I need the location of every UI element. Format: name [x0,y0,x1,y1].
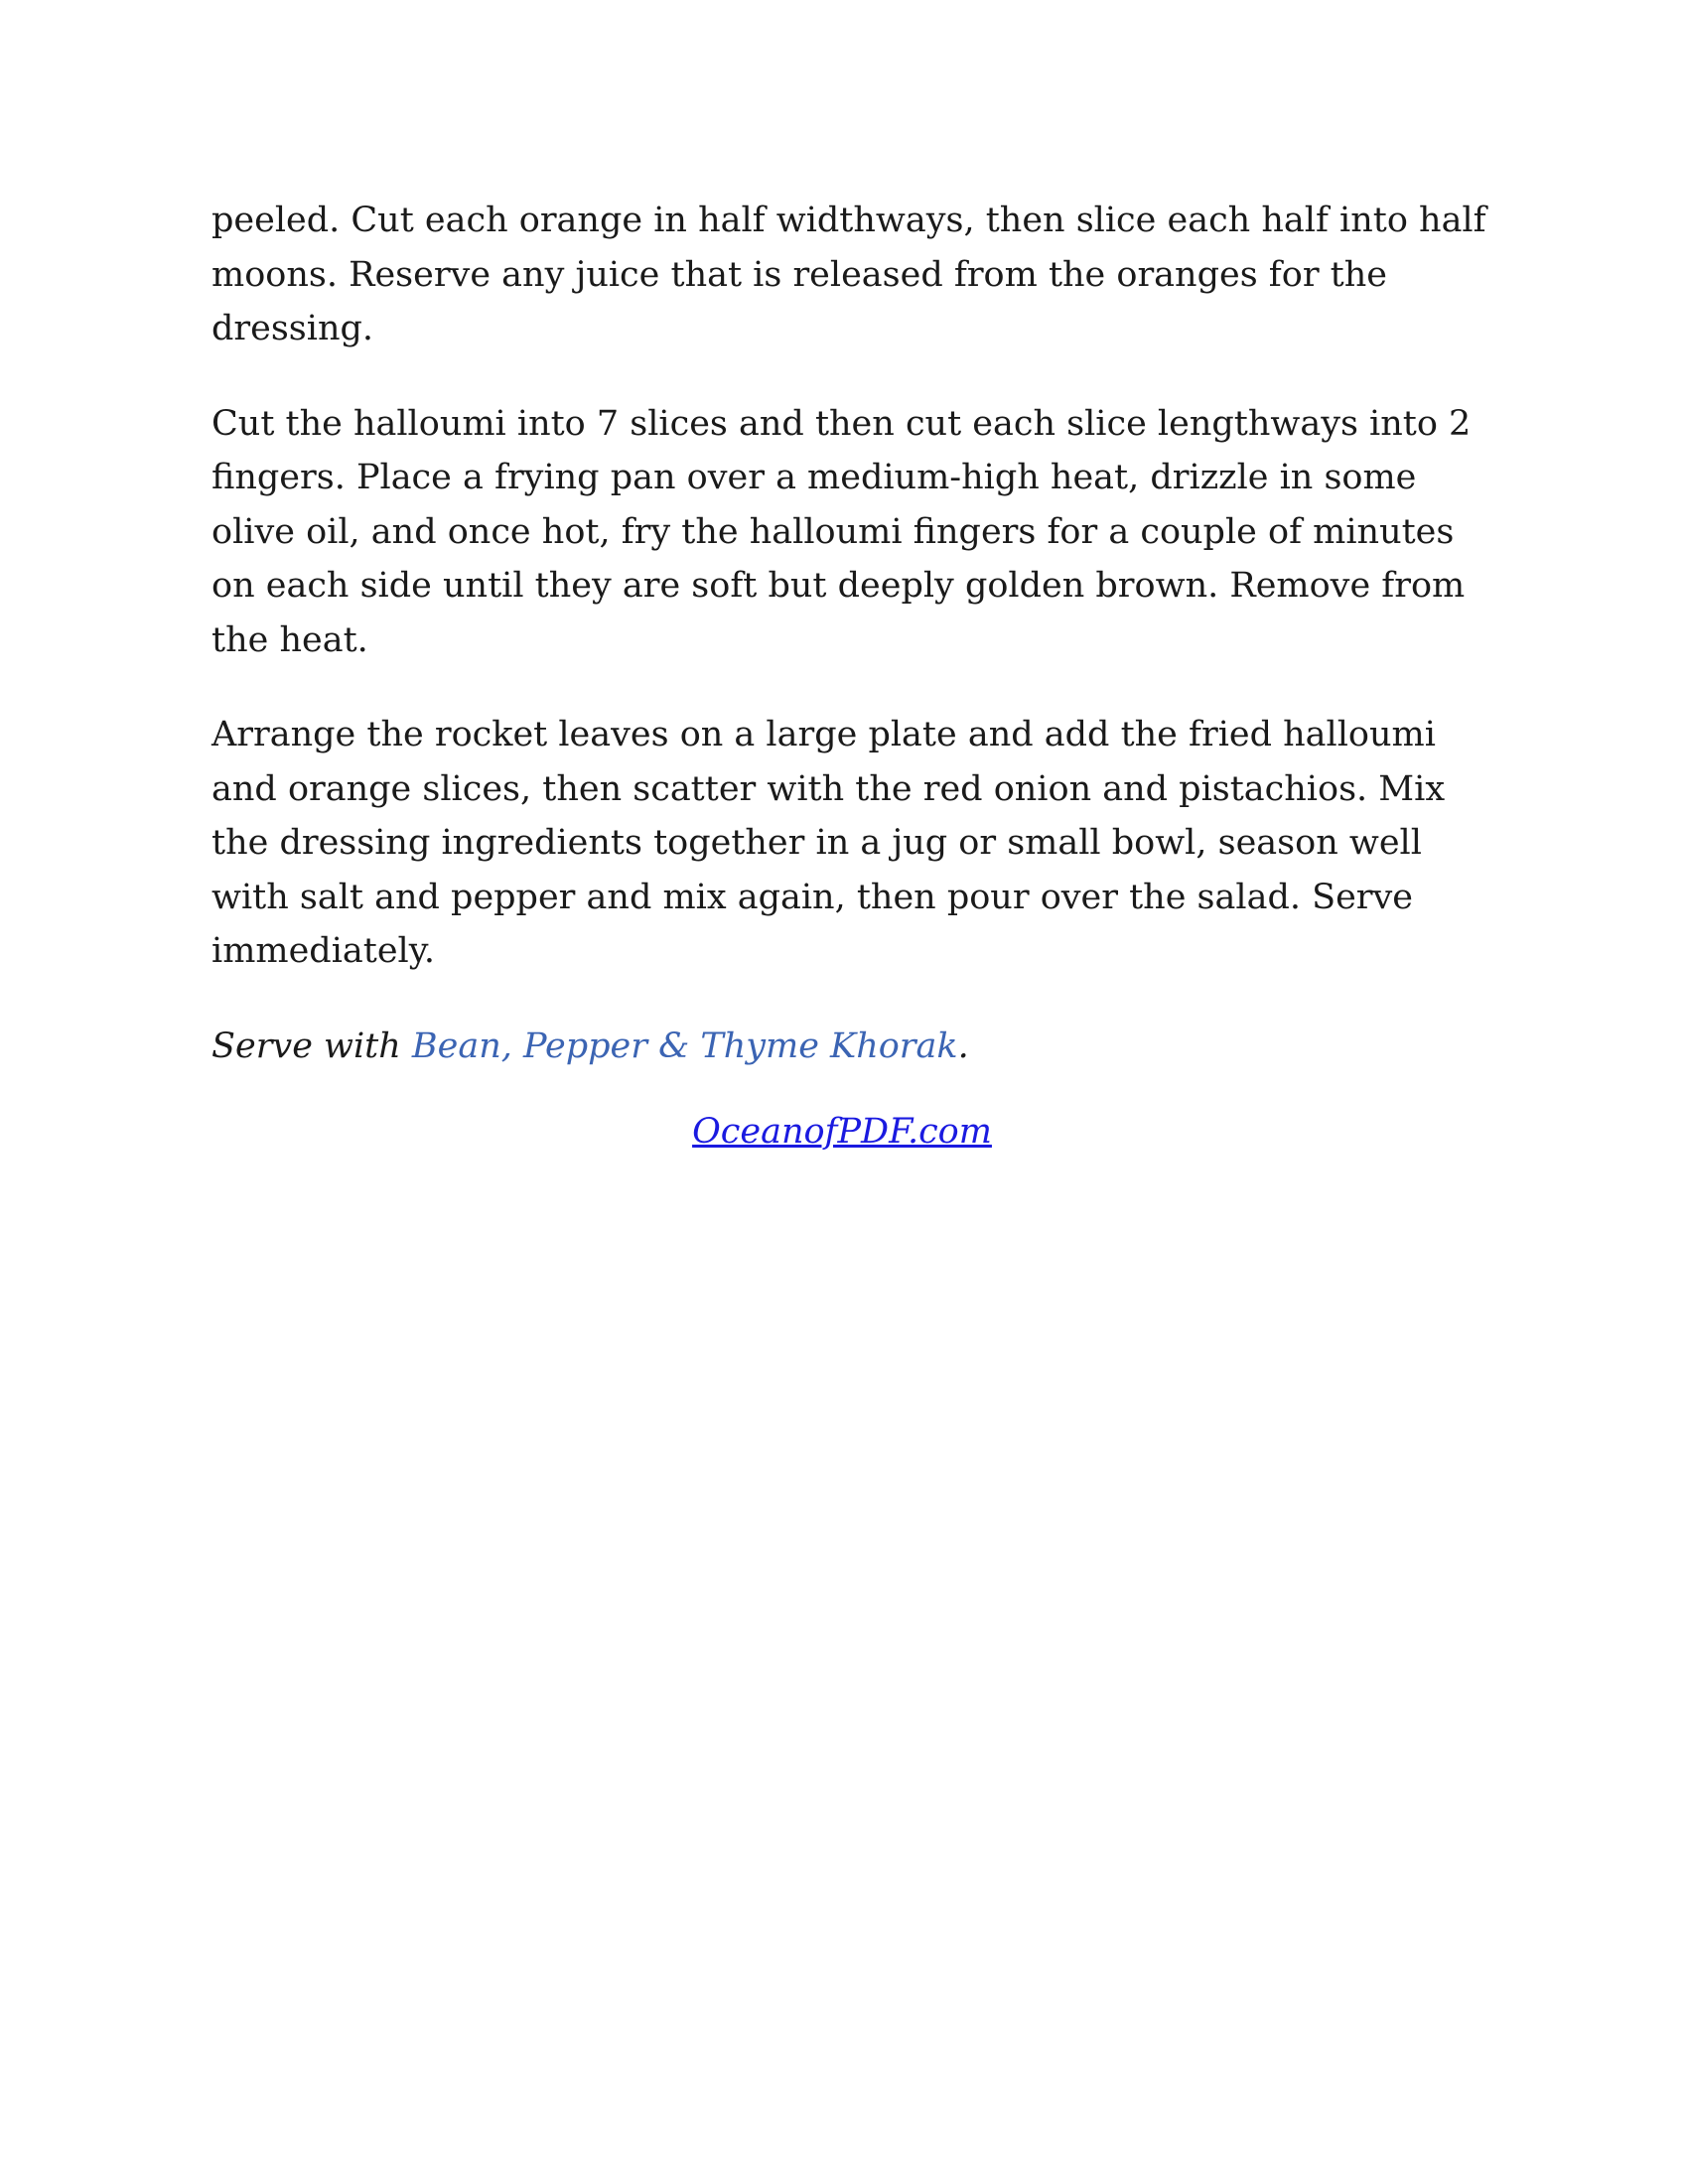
paragraph-halloumi: Cut the halloumi into 7 slices and then cut each slice lengthways into 2 fingers. Place a frying pan over a medium-high heat, drizzle in some olive oil, and once hot, fry the halloumi fingers for a couple of minutes on each side until they are soft but deeply golden brown. Remove from the heat. [211,403,1472,660]
oceanofpdf-link[interactable]: OceanofPDF.com [692,1112,992,1152]
serve-with-prefix: Serve with [211,1025,412,1066]
paragraph-arrange: Arrange the rocket leaves on a large plate and add the fried halloumi and orange slices, then scatter with the red onion and pistachios. Mix the dressing ingredients together in a jug or small bowl, season well with salt and pepper and mix again, then pour over the salad. Serve immediately. [211,715,1446,971]
footer [211,1105,1473,1160]
serve-with-line [211,1020,1492,1074]
paragraph-oranges: peeled. Cut each orange in half widthways, then slice each half into half moons. Reserve any juice that is released from the oranges for the dressing. [211,201,1486,348]
recipe-link[interactable]: Bean, Pepper & Thyme Khorak [411,1025,958,1066]
serve-with-suffix: . [957,1025,969,1066]
document-page [211,194,1492,1160]
